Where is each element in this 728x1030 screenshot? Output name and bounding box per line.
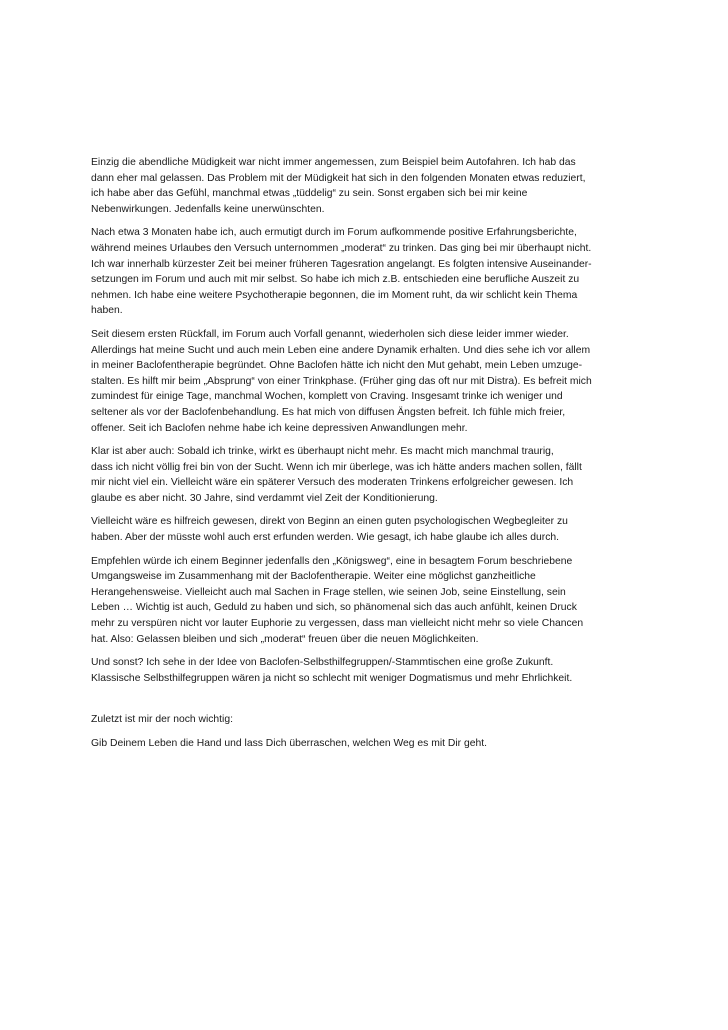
text-line: Empfehlen würde ich einem Beginner jedenfalls den „Königsweg“, eine in besagtem Forum beschriebene [91,555,573,567]
text-line: Vielleicht wäre es hilfreich gewesen, direkt von Beginn an einen guten psychologischen Wegbegleiter zu [91,516,568,528]
text-line: offener. Seit ich Baclofen nehme habe ich keine depressiven Anwandlungen mehr. [91,422,468,434]
text-line: in meiner Baclofentherapie begründet. Ohne Baclofen hätte ich nicht den Mut gehabt, mein Leben umzuge- [91,360,583,372]
paragraph [91,225,636,319]
text-line: haben. [91,305,123,317]
closing-intro: Zuletzt ist mir der noch wichtig: [91,714,233,726]
text-line: Seit diesem ersten Rückfall, im Forum auch Vorfall genannt, wiederholen sich diese leider immer wieder. [91,328,569,340]
text-line: dann eher mal gelassen. Das Problem mit der Müdigkeit hat sich in den folgenden Monaten etwas reduziert, [91,172,586,184]
text-line: glaube es aber nicht. 30 Jahre, sind verdammt viel Zeit der Konditionierung. [91,492,438,504]
text-line: Leben … Wichtig ist auch, Geduld zu haben und sich, so phänomenal sich das auch anfühlt, keinen Druck [91,602,577,614]
paragraph [91,655,636,686]
text-line: hat. Also: Gelassen bleiben und sich „moderat“ freuen über die neuen Möglichkeiten. [91,633,479,645]
text-line: während meines Urlaubes den Versuch unternommen „moderat“ zu trinken. Das ging bei mir überhaupt nicht. [91,242,592,254]
paragraph [91,554,636,648]
text-line: nehmen. Ich habe eine weitere Psychotherapie begonnen, die im Moment ruht, da wir schlicht kein Thema [91,289,578,301]
text-line: stalten. Es hilft mir beim „Absprung“ von einer Trinkphase. (Früher ging das oft nur mit Distra). Es befreit mich [91,375,592,387]
text-line: Klassische Selbsthilfegruppen wären ja nicht so schlecht mit weniger Dogmatismus und mehr Ehrlichkeit. [91,672,573,684]
paragraph [91,327,636,436]
closing-paragraph [91,736,636,752]
paragraph [91,444,636,506]
text-line: Herangehensweise. Vielleicht auch mal Sachen in Frage stellen, wie seinen Job, seine Einstellung, sein [91,586,566,598]
text-line: dass ich nicht völlig frei bin von der Sucht. Wenn ich mir überlege, was ich hätte anders machen sollen, fällt [91,461,582,473]
closing-statement: Gib Deinem Leben die Hand und lass Dich überraschen, welchen Weg es mit Dir geht. [91,738,487,749]
text-line: zumindest für einige Tage, manchmal Wochen, komplett von Craving. Insgesamt trinke ich weniger und [91,391,563,403]
text-line: seltener als vor der Baclofenbehandlung. Es hat mich von diffusen Ängsten befreit. Ich fühle mich freier, [91,406,566,418]
text-line: Allerdings hat meine Sucht und auch mein Leben eine andere Dynamik erhalten. Und dies sehe ich vor allem [91,344,591,356]
spacer [91,694,636,712]
paragraph [91,514,636,545]
text-line: ich habe aber das Gefühl, manchmal etwas „tüddelig“ zu sein. Sonst ergaben sich bei mir keine [91,188,528,200]
paragraph [91,155,636,217]
text-line: setzungen im Forum und auch mit mir selbst. So habe ich mich z.B. entschieden eine berufliche Auszeit zu [91,274,580,286]
text-line: Nach etwa 3 Monaten habe ich, auch ermutigt durch im Forum aufkommende positive Erfahrungsberichte, [91,227,577,239]
text-line: Klar ist aber auch: Sobald ich trinke, wirkt es überhaupt nicht mehr. Es macht mich manchmal traurig, [91,446,554,458]
closing-paragraph [91,712,636,728]
text-line: Umgangsweise im Zusammenhang mit der Baclofentherapie. Weiter eine möglichst ganzheitliche [91,571,536,583]
text-line: Nebenwirkungen. Jedenfalls keine unerwünschten. [91,203,325,215]
document-body [91,155,636,760]
text-line: mehr zu verspüren nicht vor lauter Euphorie zu vergessen, dass man vielleicht nicht mehr so viele Chancen [91,618,584,630]
text-line: haben. Aber der müsste wohl auch erst erfunden werden. Wie gesagt, ich habe glaube ich alles durch. [91,532,560,544]
text-line: Ich war innerhalb kürzester Zeit bei meiner früheren Tagesration angelangt. Es folgten intensive Auseinander- [91,258,592,270]
text-line: mir nicht viel ein. Vielleicht wäre ein späterer Versuch des moderaten Trinkens erfolgreicher gewesen. Ich [91,477,574,489]
text-line: Und sonst? Ich sehe in der Idee von Baclofen-Selbsthilfegruppen/-Stammtischen eine große Zukunft. [91,657,554,669]
text-line: Einzig die abendliche Müdigkeit war nicht immer angemessen, zum Beispiel beim Autofahren. Ich hab das [91,157,576,168]
